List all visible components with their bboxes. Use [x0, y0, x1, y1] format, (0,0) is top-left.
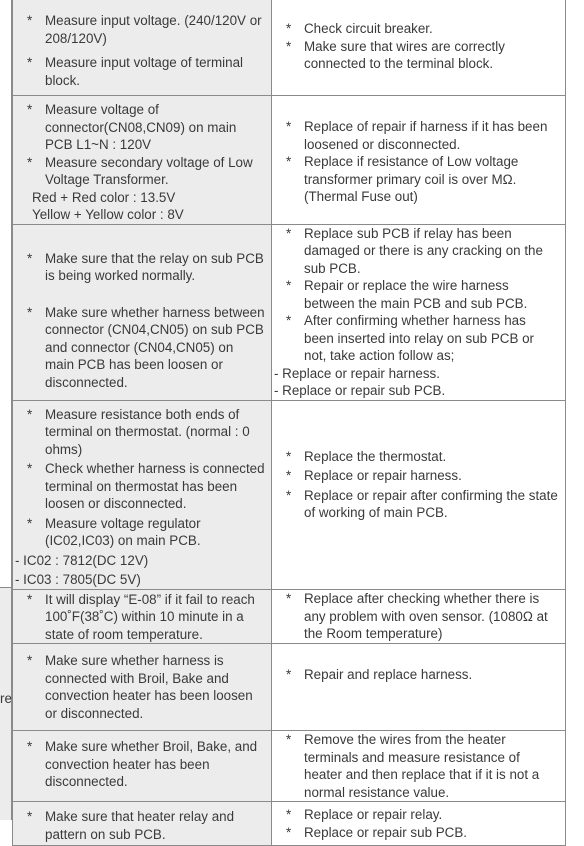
cause-bullet-item — [27, 154, 265, 189]
action-cell-content — [272, 806, 565, 841]
action-item-text: Replace or repair relay. — [304, 807, 443, 822]
cause-cell — [13, 589, 272, 644]
action-bullet-item — [286, 448, 559, 466]
action-cell-content — [272, 225, 565, 400]
action-cell — [272, 589, 566, 644]
cause-item-text: Measure input voltage. (240/120V or 208/120V) — [45, 13, 262, 46]
bullet-marker: * — [27, 515, 33, 531]
action-cell — [272, 224, 566, 400]
action-item-text: Replace or repair after confirming the state of working of main PCB. — [304, 487, 558, 520]
cause-bullet-item — [27, 304, 265, 392]
cause-cell-content — [13, 96, 271, 224]
action-cell — [272, 802, 566, 846]
cause-cell — [13, 96, 272, 225]
cause-item-text: Measure voltage regulator (IC02,IC03) on main PCB. — [45, 515, 201, 548]
action-item-text: Replace of repair if harness if it has been loosened or disconnected. — [304, 119, 548, 152]
cause-cell — [13, 731, 272, 802]
cause-bullet-item — [27, 652, 265, 722]
action-item-text: Replace or repair sub PCB. — [304, 824, 467, 840]
bullet-marker: * — [286, 487, 292, 503]
action-item-text: Remove the wires from the heater terminals and measure resistance of heater and then replace that if it is not a normal resistance value. — [304, 732, 540, 800]
cause-item-text: Make sure that the relay on sub PCB is being worked normally. — [45, 250, 264, 283]
cause-sub-item: Red + Red color : 13.5V — [32, 189, 176, 205]
cause-item-text: Make sure whether harness between connector (CN04,CN05) on sub PCB and connector (CN04,CN05) on main PCB has been loosen or disconnected. — [45, 304, 265, 390]
cause-item-text: Measure input voltage of terminal block. — [45, 55, 243, 88]
bullet-marker: * — [27, 653, 33, 668]
bullet-marker: * — [286, 225, 292, 241]
action-sub-item: - Replace or repair harness. — [274, 365, 440, 381]
cause-item-text: Measure resistance both ends of terminal on thermostat. (normal : 0 ohms) — [45, 406, 250, 457]
bullet-marker: * — [286, 119, 292, 134]
bullet-marker: * — [27, 154, 33, 170]
troubleshooting-table — [12, 0, 566, 846]
cause-bullet-item — [27, 808, 265, 843]
action-bullet-item — [286, 38, 559, 73]
cause-item-text: Check whether harness is connected terminal on thermostat has been loosen or disconnected. — [45, 461, 265, 511]
table-row — [13, 644, 566, 731]
bullet-marker: * — [286, 732, 292, 747]
bullet-marker: * — [286, 38, 292, 54]
action-item-text: Repair and replace harness. — [304, 667, 473, 682]
cause-bullet-item — [27, 54, 265, 89]
bullet-marker: * — [286, 21, 292, 36]
bullet-marker: * — [286, 313, 292, 328]
cause-cell-content — [13, 590, 271, 644]
bullet-marker: * — [286, 807, 292, 822]
action-bullet-item — [286, 225, 559, 278]
bullet-marker: * — [27, 250, 33, 266]
action-cell-content — [272, 401, 565, 522]
action-item-text: Check circuit breaker. — [304, 21, 433, 36]
bullet-marker: * — [27, 406, 33, 422]
action-item-text: After confirming whether harness has been inserted into relay on sub PCB or not, take action follow as; — [304, 313, 535, 363]
bullet-marker: * — [27, 55, 33, 70]
table-row — [13, 0, 566, 96]
left-fragment-text: re — [0, 691, 12, 706]
cause-cell-content — [13, 0, 271, 89]
cause-item-text: Make sure whether Broil, Bake, and convection heater has been disconnected. — [45, 739, 258, 789]
action-bullet-item — [286, 20, 559, 38]
cause-sub-item: - IC03 : 7805(DC 5V) — [15, 572, 141, 587]
cause-cell — [13, 224, 272, 400]
cause-sub-item: Yellow + Yellow color : 8V — [32, 207, 184, 222]
action-item-text: Make sure that wires are correctly connected to the terminal block. — [304, 38, 505, 71]
cause-bullet-item — [27, 250, 265, 285]
cause-bullet-item — [27, 515, 265, 550]
bullet-marker: * — [27, 461, 33, 476]
cause-cell-content — [13, 652, 271, 722]
cause-item-text: Measure secondary voltage of Low Voltage Transformer. — [45, 154, 253, 187]
bullet-marker: * — [286, 591, 292, 606]
action-cell-content — [272, 96, 565, 206]
bullet-marker: * — [27, 304, 33, 320]
action-cell-content — [272, 731, 565, 801]
bullet-marker: * — [286, 448, 292, 464]
cause-cell — [13, 802, 272, 846]
left-fragment-divider — [0, 587, 11, 588]
action-bullet-item — [286, 118, 559, 153]
bullet-marker: * — [286, 278, 292, 293]
action-bullet-item — [286, 590, 559, 643]
cause-item-text: It will display “E-08” if it fail to reach 100˚F(38˚C) within 10 minute in a state of room temperature. — [45, 591, 255, 642]
bullet-marker: * — [27, 591, 33, 607]
action-bullet-item — [286, 824, 559, 842]
action-bullet-item — [286, 487, 559, 522]
cause-bullet-item — [27, 101, 265, 154]
bullet-marker: * — [286, 468, 292, 483]
table-body — [13, 0, 566, 846]
action-bullet-item — [286, 277, 559, 312]
action-cell — [272, 644, 566, 731]
bullet-marker: * — [27, 809, 33, 824]
cause-item-text: Make sure that heater relay and pattern on sub PCB. — [45, 809, 235, 842]
table-row — [13, 589, 566, 644]
action-bullet-item — [286, 153, 559, 206]
cause-sub-item: - IC02 : 7812(DC 12V) — [15, 552, 149, 568]
cause-cell-content — [13, 401, 271, 589]
bullet-marker: * — [27, 102, 33, 117]
cause-bullet-item — [27, 591, 265, 644]
table-row — [13, 731, 566, 802]
action-cell-content — [272, 590, 565, 643]
cause-bullet-item — [27, 460, 265, 513]
action-bullet-item — [286, 731, 559, 801]
action-cell — [272, 96, 566, 225]
action-cell — [272, 0, 566, 96]
cause-bullet-item — [27, 738, 265, 791]
action-cell — [272, 731, 566, 802]
action-item-text: Replace the thermostat. — [304, 448, 447, 464]
action-item-text: Replace after checking whether there is any problem with oven sensor. (1080Ω at the Room temperature) — [304, 591, 548, 641]
cause-cell — [13, 0, 272, 96]
cause-item-text: Make sure whether harness is connected with Broil, Bake and convection heater has been loosen or disconnected. — [45, 653, 253, 721]
cause-bullet-item — [27, 12, 265, 47]
action-bullet-item — [286, 467, 559, 485]
action-item-text: Repair or replace the wire harness between the main PCB and sub PCB. — [304, 278, 528, 311]
cause-cell — [13, 644, 272, 731]
bullet-marker: * — [27, 13, 33, 28]
action-bullet-item — [286, 806, 559, 824]
bullet-marker: * — [286, 154, 292, 169]
cause-item-text: Measure voltage of connector(CN08,CN09) on main PCB L1~N : 120V — [45, 102, 237, 152]
table-row — [13, 224, 566, 400]
cause-cell — [13, 400, 272, 589]
action-sub-item: - Replace or repair sub PCB. — [274, 383, 446, 398]
action-item-text: Replace if resistance of Low voltage transformer primary coil is over MΩ. (Thermal Fuse out) — [304, 154, 519, 204]
table-row — [13, 400, 566, 589]
cause-cell-content — [13, 802, 271, 843]
action-cell — [272, 400, 566, 589]
action-cell-content — [272, 644, 565, 684]
bullet-marker: * — [286, 824, 292, 840]
action-item-text: Replace sub PCB if relay has been damaged or there is any cracking on the sub PCB. — [304, 225, 543, 276]
action-cell-content — [272, 0, 565, 73]
cause-cell-content — [13, 225, 271, 392]
table-row — [13, 96, 566, 225]
action-item-text: Replace or repair harness. — [304, 468, 462, 483]
bullet-marker: * — [27, 739, 33, 754]
action-bullet-item — [286, 666, 559, 684]
cause-cell-content — [13, 731, 271, 791]
cause-bullet-item — [27, 406, 265, 459]
table-row — [13, 802, 566, 846]
action-bullet-item — [286, 312, 559, 365]
bullet-marker: * — [286, 667, 292, 682]
